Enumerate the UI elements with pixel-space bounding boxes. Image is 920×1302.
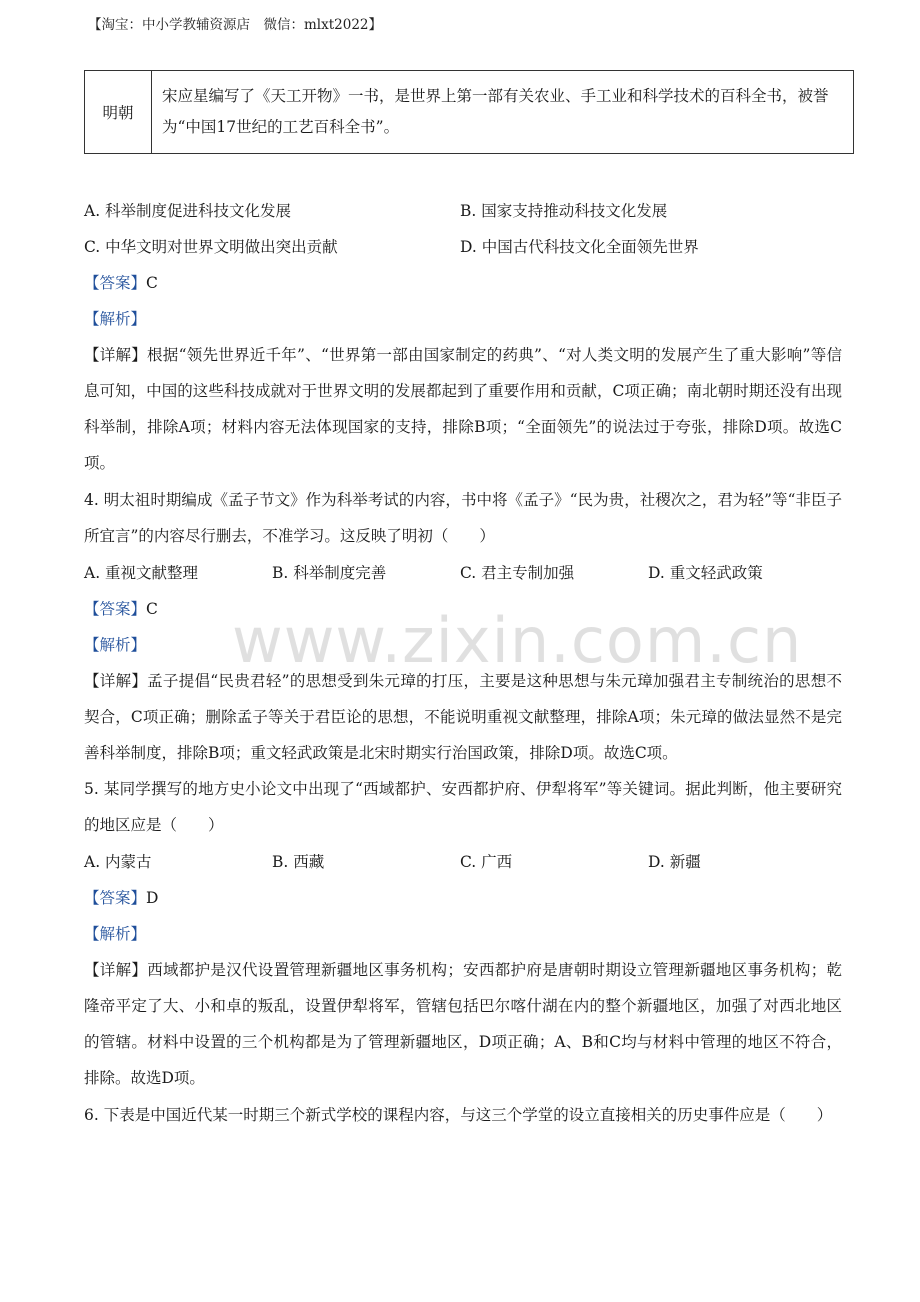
q4-detail <box>84 663 842 771</box>
q3-option-d: D. 中国古代科技文化全面领先世界 <box>460 238 699 256</box>
q6-stem: 6. 下表是中国近代某一时期三个新式学校的课程内容，与这三个学堂的设立直接相关的历史事件应是（ ） <box>84 1106 833 1124</box>
q5-answer <box>84 888 158 908</box>
q3-answer <box>84 273 158 293</box>
q4-analysis-tag: 【解析】 <box>84 636 147 654</box>
q4-option-a: A. 重视文献整理 <box>84 564 199 582</box>
answer-value: C <box>146 600 158 618</box>
q4-stem: 4. 明太祖时期编成《孟子节文》作为科举考试的内容，书中将《孟子》“民为贵，社稷次之，君为轻”等“非臣子所宜言”的内容尽行删去，不准学习。这反映了明初（ ） <box>84 491 842 545</box>
answer-tag: 【答案】 <box>84 274 147 292</box>
q4-option-d: D. 重文轻武政策 <box>648 564 763 582</box>
q3-option-c: C. 中华文明对世界文明做出突出贡献 <box>84 238 338 256</box>
q5-stem: 5. 某同学撰写的地方史小论文中出现了“西域都护、安西都护府、伊犁将军”等关键词。据此判断，他主要研究的地区应是（ ） <box>84 780 842 834</box>
q5-option-b: B. 西藏 <box>272 853 325 871</box>
answer-tag: 【答案】 <box>84 889 147 907</box>
watermark: www.zixin.com.cn <box>232 604 803 677</box>
detail-tag: 【详解】 <box>84 346 148 364</box>
q5-detail <box>84 952 842 1096</box>
q3-option-a: A. 科举制度促进科技文化发展 <box>84 202 292 220</box>
q5-option-a: A. 内蒙古 <box>84 853 152 871</box>
detail-tag: 【详解】 <box>84 672 148 690</box>
q4-option-c: C. 君主专制加强 <box>460 564 575 582</box>
detail-text: 西域都护是汉代设置管理新疆地区事务机构；安西都护府是唐朝时期设立管理新疆地区事务机构；乾隆帝平定了大、小和卓的叛乱，设置伊犁将军，管辖包括巴尔喀什湖在内的整个新疆地区，加强了对西北地区的管辖。材料中设置的三个机构都是为了管理新疆地区，D项正确；A、B和C均与材料中管理的地区不符合，排除。故选D项。 <box>84 961 842 1087</box>
answer-tag: 【答案】 <box>84 600 147 618</box>
q4-option-b: B. 科举制度完善 <box>272 564 387 582</box>
q3-analysis-tag: 【解析】 <box>84 310 147 328</box>
table-row <box>85 71 854 154</box>
detail-text: 孟子提倡“民贵君轻”的思想受到朱元璋的打压，主要是这种思想与朱元璋加强君主专制统治的思想不契合，C项正确；删除孟子等关于君臣论的思想，不能说明重视文献整理，排除A项；朱元璋的做法显然不是完善科举制度，排除B项；重文轻武政策是北宋时期实行治国政策，排除D项。故选C项。 <box>84 672 842 762</box>
answer-value: D <box>146 889 159 907</box>
table-content-cell: 宋应星编写了《天工开物》一书，是世界上第一部有关农业、手工业和科学技术的百科全书，被誉为“中国17世纪的工艺百科全书”。 <box>152 71 854 154</box>
q4-answer <box>84 599 158 619</box>
source-table <box>84 70 854 154</box>
q5-option-c: C. 广西 <box>460 853 513 871</box>
detail-text: 根据“领先世界近千年”、“世界第一部由国家制定的药典”、“对人类文明的发展产生了重大影响”等信息可知，中国的这些科技成就对于世界文明的发展都起到了重要作用和贡献，C项正确；南北朝时期还没有出现科举制，排除A项；材料内容无法体现国家的支持，排除B项；“全面领先”的说法过于夸张，排除D项。故选C项。 <box>84 346 842 472</box>
q3-option-b: B. 国家支持推动科技文化发展 <box>460 202 668 220</box>
header-note: 【淘宝：中小学教辅资源店 微信：mlxt2022】 <box>88 17 383 33</box>
q3-detail <box>84 337 842 481</box>
detail-tag: 【详解】 <box>84 961 148 979</box>
answer-value: C <box>146 274 158 292</box>
q5-analysis-tag: 【解析】 <box>84 925 147 943</box>
table-era-cell: 明朝 <box>85 71 152 154</box>
q5-option-d: D. 新疆 <box>648 853 701 871</box>
